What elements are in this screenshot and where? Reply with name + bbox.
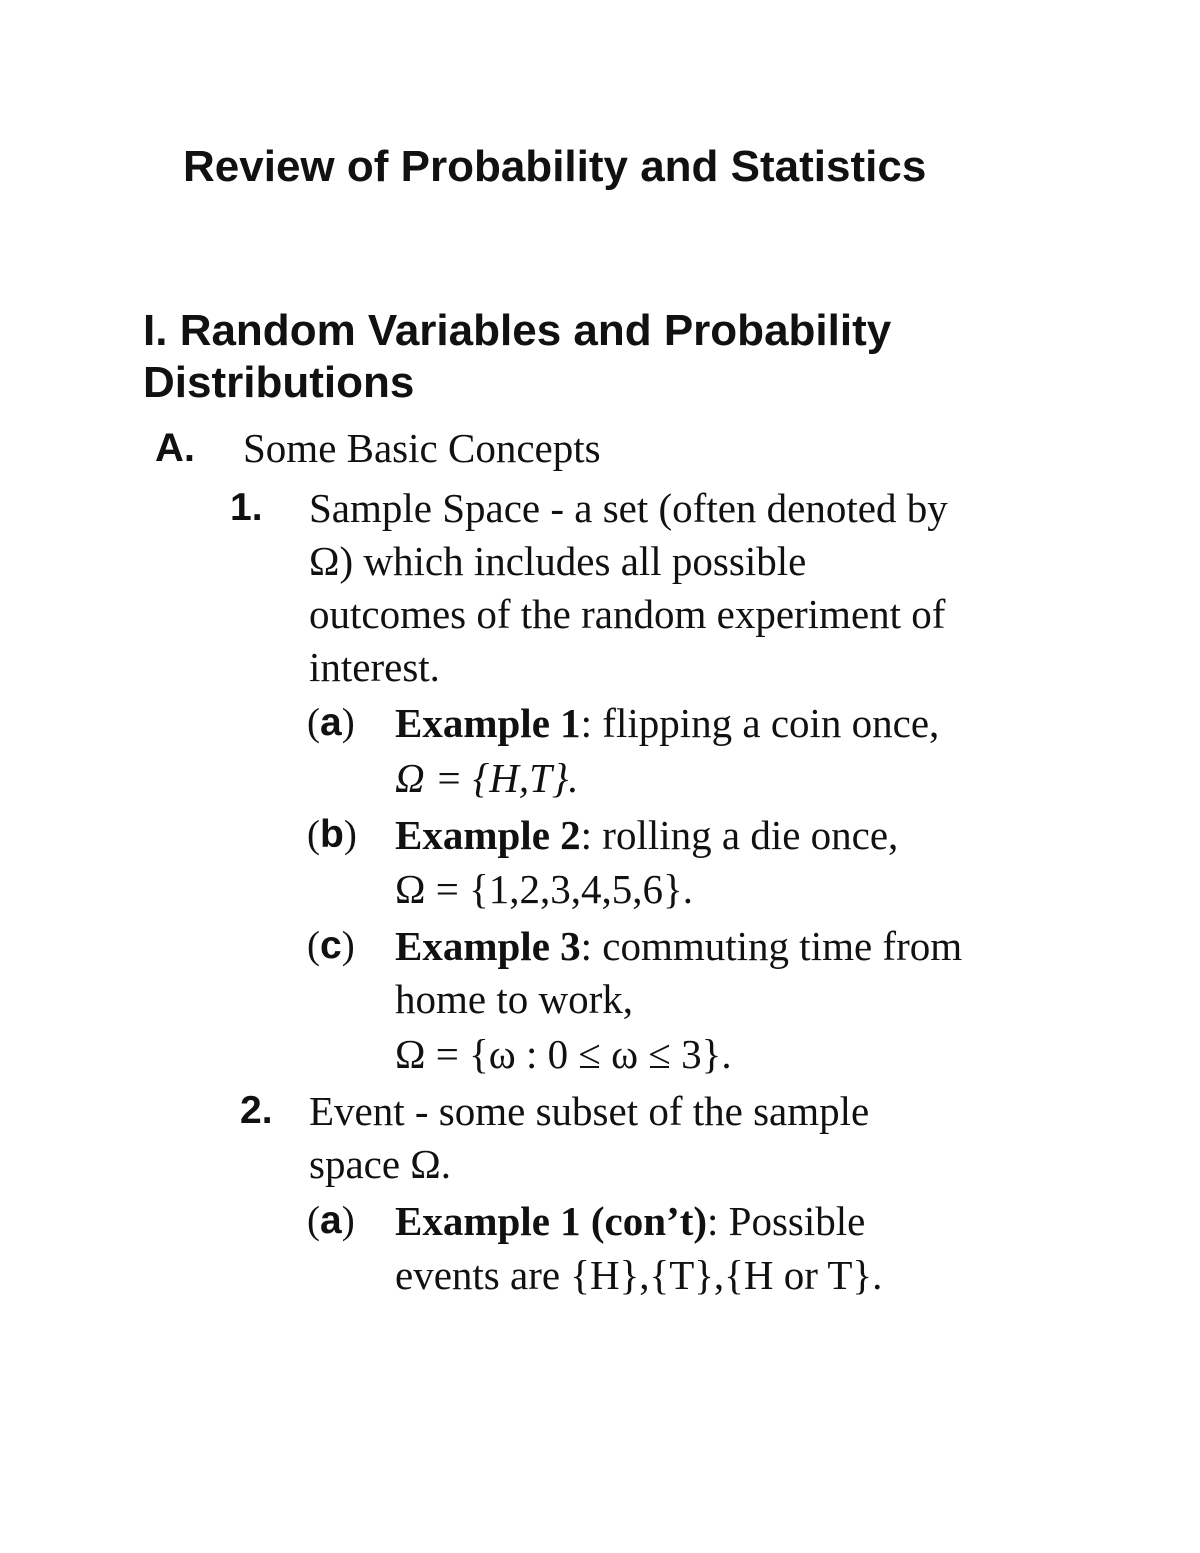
item-1-line: Sample Space - a set (often denoted by (309, 485, 948, 531)
item-1-line: interest. (309, 644, 440, 690)
section-title-line2: Distributions (143, 358, 415, 407)
example-a-label: (a) (307, 701, 355, 744)
example-b-text: Example 2: rolling a die once, (395, 812, 899, 858)
section-title-line1: Random Variables and Probability (179, 306, 892, 355)
example-a-bold: Example 1 (395, 700, 581, 746)
example-2a-formula: events are {H},{T},{H or T}. (395, 1252, 883, 1298)
item-1-label: 1. (230, 486, 263, 529)
example-a-text: Example 1: flipping a coin once, (395, 700, 940, 746)
item-1-line: outcomes of the random experiment of (309, 591, 946, 637)
example-b-label: (b) (307, 813, 357, 856)
example-a-formula: Ω = {H,T}. (395, 755, 579, 801)
item-2-line: Event - some subset of the sample (309, 1088, 870, 1134)
example-b-bold: Example 2 (395, 812, 581, 858)
example-c-formula: Ω = {ω : 0 ≤ ω ≤ 3}. (395, 1031, 732, 1077)
example-2a-label: (a) (307, 1199, 355, 1242)
subsection-label: A. (155, 426, 195, 470)
section-heading (143, 305, 891, 409)
example-c-text: Example 3: commuting time from (395, 923, 963, 969)
item-2-line: space Ω. (309, 1141, 452, 1187)
example-2a-bold: Example 1 (con’t) (395, 1198, 708, 1244)
subsection-title: Some Basic Concepts (243, 425, 601, 471)
example-c-text-line2: home to work, (395, 976, 633, 1022)
item-2-label: 2. (240, 1089, 273, 1132)
example-2a-text: Example 1 (con’t): Possible (395, 1198, 866, 1244)
example-c-label: (c) (307, 924, 355, 967)
section-number: I. (143, 306, 168, 355)
example-c-bold: Example 3 (395, 923, 581, 969)
page-title: Review of Probability and Statistics (183, 142, 927, 191)
item-1-line: Ω) which includes all possible (309, 538, 807, 584)
example-b-formula: Ω = {1,2,3,4,5,6}. (395, 866, 693, 912)
